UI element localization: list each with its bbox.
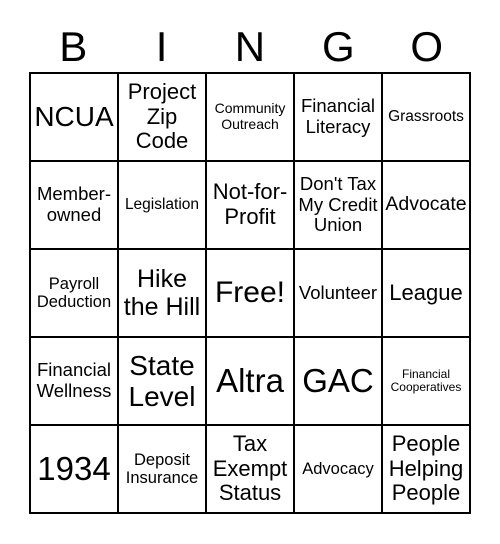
bingo-cell-r3c1[interactable]: Payroll Deduction	[30, 249, 118, 337]
bingo-cell-r5c5[interactable]: People Helping People	[382, 425, 470, 513]
bingo-cell-r1c2[interactable]: Project Zip Code	[118, 73, 206, 161]
bingo-cell-r1c4[interactable]: Financial Literacy	[294, 73, 382, 161]
header-letter-o: O	[410, 23, 444, 70]
header-letter-n: N	[234, 23, 266, 70]
bingo-cell-r4c1[interactable]: Financial Wellness	[30, 337, 118, 425]
bingo-cell-r3c3-free[interactable]: Free!	[206, 249, 294, 337]
header-letter-g: G	[322, 23, 355, 70]
bingo-board	[29, 72, 471, 514]
bingo-header	[29, 22, 471, 72]
bingo-cell-r4c3[interactable]: Altra	[206, 337, 294, 425]
bingo-cell-r5c1[interactable]: 1934	[30, 425, 118, 513]
bingo-cell-r3c5[interactable]: League	[382, 249, 470, 337]
bingo-cell-r5c2[interactable]: Deposit Insurance	[118, 425, 206, 513]
bingo-cell-r4c5[interactable]: Financial Cooperatives	[382, 337, 470, 425]
bingo-cell-r4c2[interactable]: State Level	[118, 337, 206, 425]
bingo-cell-r5c4[interactable]: Advocacy	[294, 425, 382, 513]
bingo-cell-r2c5[interactable]: Advocate	[382, 161, 470, 249]
bingo-cell-r5c3[interactable]: Tax Exempt Status	[206, 425, 294, 513]
bingo-cell-r1c3[interactable]: Community Outreach	[206, 73, 294, 161]
bingo-cell-r2c4[interactable]: Don't Tax My Credit Union	[294, 161, 382, 249]
bingo-cell-r2c3[interactable]: Not-for-Profit	[206, 161, 294, 249]
header-letter-b: B	[59, 23, 88, 70]
bingo-cell-r1c1[interactable]: NCUA	[30, 73, 118, 161]
bingo-cell-r3c2[interactable]: Hike the Hill	[118, 249, 206, 337]
bingo-cell-r2c2[interactable]: Legislation	[118, 161, 206, 249]
bingo-cell-r3c4[interactable]: Volunteer	[294, 249, 382, 337]
header-letter-i: I	[155, 23, 168, 70]
bingo-cell-r4c4[interactable]: GAC	[294, 337, 382, 425]
bingo-cell-r2c1[interactable]: Member-owned	[30, 161, 118, 249]
bingo-cell-r1c5[interactable]: Grassroots	[382, 73, 470, 161]
